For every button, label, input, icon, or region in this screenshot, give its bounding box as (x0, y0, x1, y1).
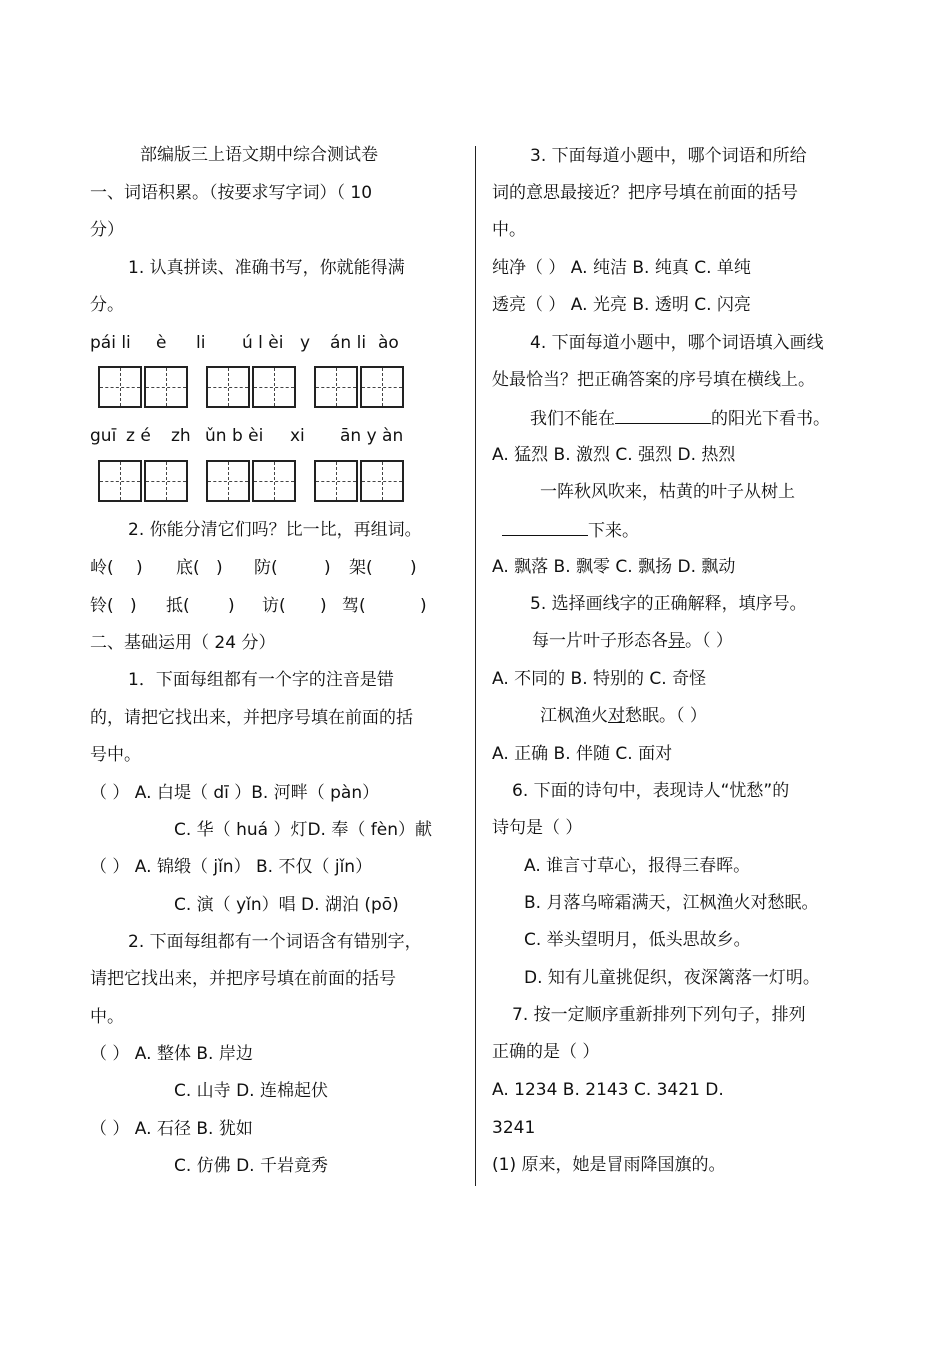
char-label: 铃( (90, 596, 114, 616)
pinyin-text: ān y àn (340, 426, 404, 446)
char-label: 岭( (90, 558, 114, 578)
question-4-text: 4. 下面每道小题中，哪个词语填入画线 (530, 333, 824, 353)
writing-cell[interactable] (98, 460, 142, 502)
writing-cell[interactable] (360, 366, 404, 408)
paren-close: ) (324, 558, 331, 578)
paren-close: ) (136, 558, 143, 578)
basic-q1-text: 1．下面每组都有一个字的注音是错 (128, 670, 394, 690)
fill-blank[interactable] (615, 407, 711, 424)
question-1-text-cont: 分。 (90, 295, 124, 315)
pinyin-text: y (300, 333, 311, 353)
char-label: 防( (254, 558, 278, 578)
question-1-text: 1. 认真拼读、准确书写，你就能得满 (128, 258, 405, 278)
question-3-item-2: 透亮（ ） A. 光亮 B. 透明 C. 闪亮 (492, 295, 751, 315)
basic-q1-group-1: （ ） A. 白堤（ dī ）B. 河畔（ pàn） (90, 783, 380, 803)
paren-close: ) (228, 596, 235, 616)
pinyin-text: xi (290, 426, 305, 446)
char-label: 抵( (166, 596, 190, 616)
page-title: 部编版三上语文期中综合测试卷 (140, 145, 378, 165)
pinyin-text: ǔn b èi (205, 426, 264, 446)
basic-q2-text-cont: 请把它找出来，并把序号填在前面的括号 (90, 969, 396, 989)
section-2-heading: 二、基础运用（ 24 分） (90, 633, 276, 653)
question-3-item-1: 纯净（ ） A. 纯洁 B. 纯真 C. 单纯 (492, 258, 751, 278)
paren-close: ) (320, 596, 327, 616)
question-6-text-cont: 诗句是（ ） (492, 818, 583, 838)
question-4-sentence-1 (530, 407, 830, 429)
paren-close: ) (216, 558, 223, 578)
char-label: 驾( (342, 596, 366, 616)
writing-box-pair[interactable] (314, 366, 406, 408)
section-1-heading: 一、词语积累。（按要求写字词）（ 10 (90, 183, 373, 203)
basic-q2-group-1: （ ） A. 整体 B. 岸边 (90, 1044, 253, 1064)
question-3-text: 3. 下面每道小题中，哪个词语和所给 (530, 146, 807, 166)
basic-q2-text-end: 中。 (90, 1007, 124, 1027)
basic-q1-group-2-cont: C. 演（ yǐn）唱 D. 湖泊 (pō) (174, 895, 399, 915)
question-7-text-cont: 正确的是（ ） (492, 1042, 600, 1062)
question-5-sentence-2 (540, 706, 707, 726)
sentence-text: 江枫渔火 (540, 706, 608, 726)
char-label: 底( (176, 558, 200, 578)
pinyin-text: ú l èi (242, 333, 284, 353)
sentence-text: 愁眠。（ ） (625, 706, 707, 726)
writing-box-pair[interactable] (206, 460, 298, 502)
underlined-char: 对 (608, 706, 625, 726)
basic-q1-text-cont: 的，请把它找出来，并把序号填在前面的括 (90, 708, 413, 728)
pinyin-text: án li (330, 333, 367, 353)
writing-box-pair[interactable] (314, 460, 406, 502)
pinyin-text: pái li (90, 333, 131, 353)
question-4-options-1: A. 猛烈 B. 激烈 C. 强烈 D. 热烈 (492, 445, 736, 465)
paren-close: ) (420, 596, 427, 616)
question-6-option-c: C. 举头望明月，低头思故乡。 (524, 930, 751, 950)
basic-q2-group-2-cont: C. 仿佛 D. 千岩竟秀 (174, 1156, 328, 1176)
basic-q1-group-2: （ ） A. 锦缎（ jǐn） B. 不仅（ jǐn） (90, 857, 373, 877)
question-5-options-1: A. 不同的 B. 特别的 C. 奇怪 (492, 669, 707, 689)
writing-cell[interactable] (206, 366, 250, 408)
question-4-sentence-2-cont (502, 519, 639, 541)
section-1-heading-cont: 分） (90, 220, 124, 240)
writing-cell[interactable] (314, 460, 358, 502)
writing-box-pair[interactable] (98, 460, 190, 502)
question-7-sentence-1: (1) 原来，她是冒雨降国旗的。 (492, 1155, 726, 1175)
basic-q2-group-2: （ ） A. 石径 B. 犹如 (90, 1119, 253, 1139)
question-7-text: 7. 按一定顺序重新排列下列句子，排列 (512, 1005, 806, 1025)
question-7-options-cont: 3241 (492, 1118, 536, 1138)
question-5-text: 5. 选择画线字的正确解释，填序号。 (530, 594, 807, 614)
question-5-options-2: A. 正确 B. 伴随 C. 面对 (492, 744, 673, 764)
pinyin-text: è (156, 333, 167, 353)
paren-close: ) (410, 558, 417, 578)
paren-close: ) (130, 596, 137, 616)
pinyin-text: li (196, 333, 206, 353)
question-5-sentence-1 (532, 631, 733, 651)
writing-cell[interactable] (98, 366, 142, 408)
writing-cell[interactable] (206, 460, 250, 502)
writing-box-pair[interactable] (98, 366, 190, 408)
pinyin-text: guī (90, 426, 117, 446)
question-3-text-end: 中。 (492, 220, 526, 240)
sentence-text: 我们不能在 (530, 409, 615, 429)
question-4-options-2: A. 飘落 B. 飘零 C. 飘扬 D. 飘动 (492, 557, 736, 577)
basic-q2-group-1-cont: C. 山寺 D. 连棉起伏 (174, 1081, 328, 1101)
writing-cell[interactable] (144, 460, 188, 502)
column-divider (475, 146, 476, 1186)
question-6-option-d: D. 知有儿童挑促织，夜深篱落一灯明。 (524, 968, 820, 988)
writing-box-pair[interactable] (206, 366, 298, 408)
sentence-text: 。（ ） (685, 631, 733, 651)
fill-blank[interactable] (502, 519, 588, 536)
writing-cell[interactable] (314, 366, 358, 408)
question-7-options: A. 1234 B. 2143 C. 3421 D. (492, 1080, 724, 1100)
question-4-sentence-2: 一阵秋风吹来，枯黄的叶子从树上 (540, 482, 795, 502)
pinyin-text: z é (126, 426, 151, 446)
sentence-text: 的阳光下看书。 (711, 409, 830, 429)
question-2-text: 2. 你能分清它们吗？比一比，再组词。 (128, 520, 422, 540)
char-label: 访( (262, 596, 286, 616)
pinyin-text: zh (171, 426, 191, 446)
pinyin-text: ào (378, 333, 399, 353)
writing-cell[interactable] (252, 460, 296, 502)
char-label: 架( (349, 558, 373, 578)
basic-q1-text-end: 号中。 (90, 745, 141, 765)
question-6-option-a: A. 谁言寸草心，报得三春晖。 (524, 856, 751, 876)
underlined-char: 异 (668, 631, 685, 651)
writing-cell[interactable] (252, 366, 296, 408)
sentence-text: 每一片叶子形态各 (532, 631, 668, 651)
question-4-text-cont: 处最恰当？把正确答案的序号填在横线上。 (492, 370, 815, 390)
writing-cell[interactable] (144, 366, 188, 408)
writing-cell[interactable] (360, 460, 404, 502)
question-3-text-cont: 词的意思最接近？把序号填在前面的括号 (492, 183, 798, 203)
question-6-option-b: B. 月落乌啼霜满天，江枫渔火对愁眠。 (524, 893, 819, 913)
question-6-text: 6. 下面的诗句中，表现诗人“忧愁”的 (512, 781, 790, 801)
basic-q2-text: 2. 下面每组都有一个词语含有错别字， (128, 932, 422, 952)
basic-q1-group-1-cont: C. 华（ huá ）灯D. 奉（ fèn）献 (174, 820, 432, 840)
sentence-text: 下来。 (588, 521, 639, 541)
